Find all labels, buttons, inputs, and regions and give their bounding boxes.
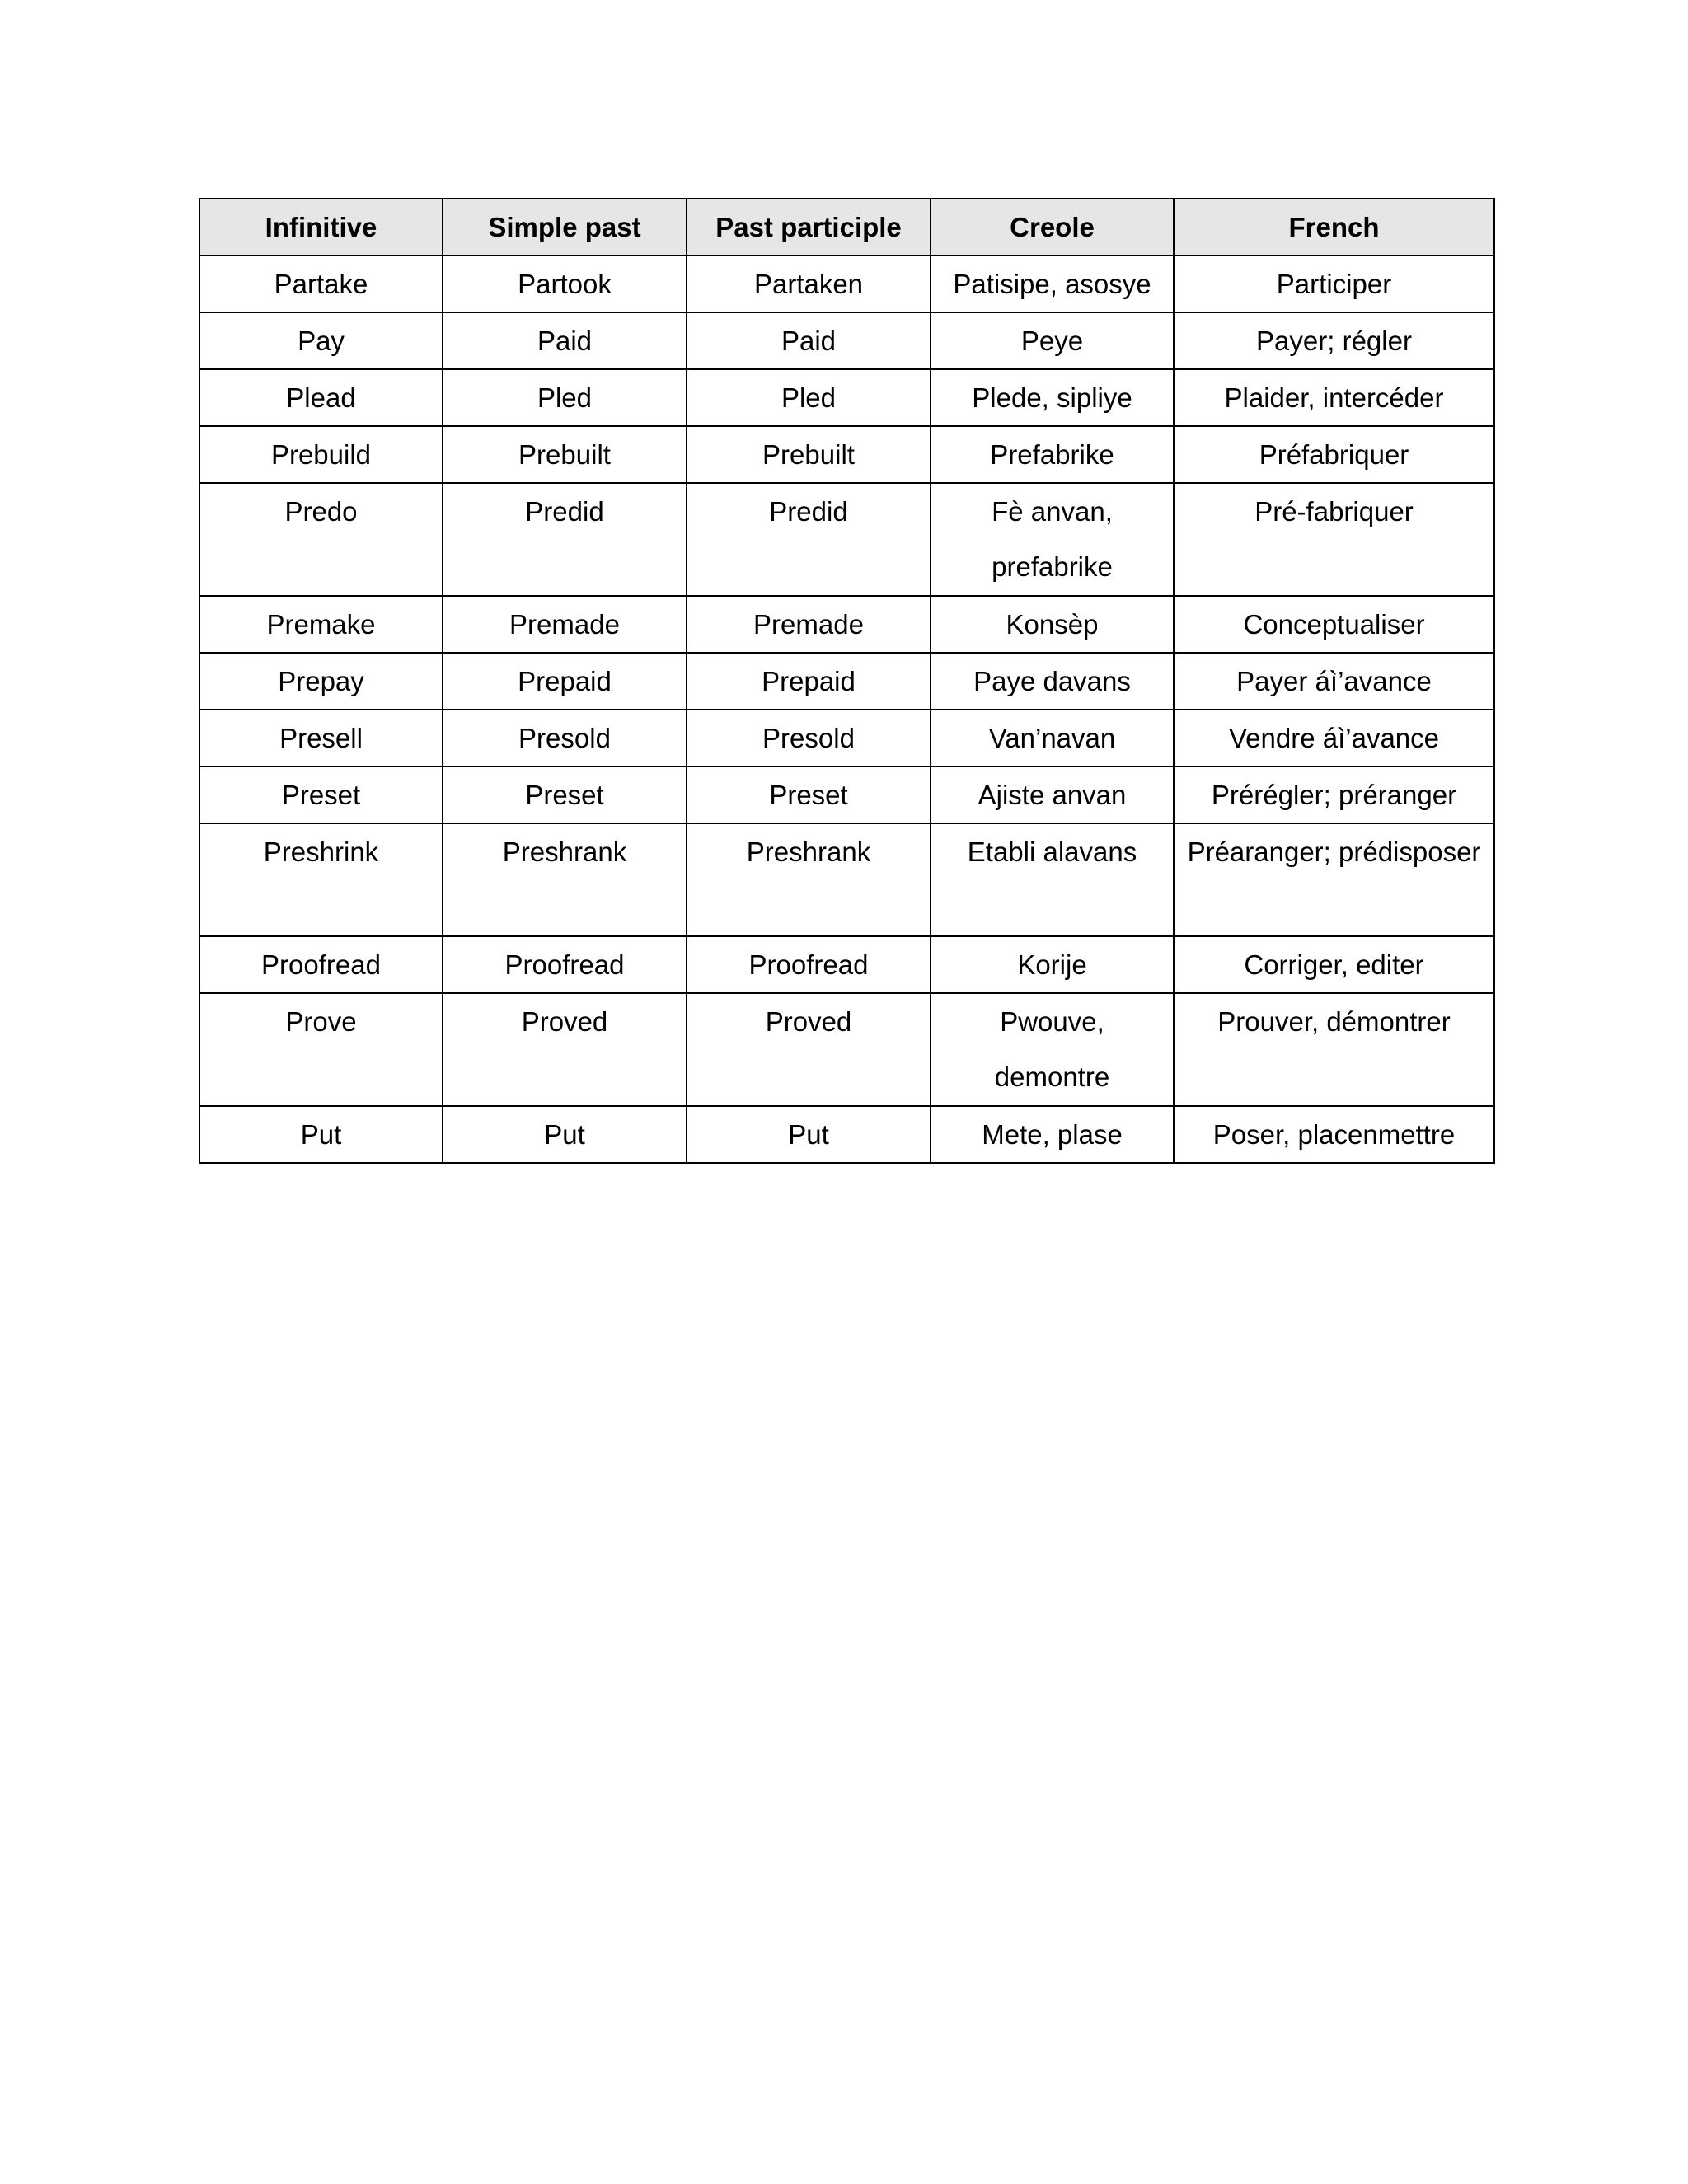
cell-simple-past: Preshrank — [443, 823, 687, 936]
cell-simple-past: Prebuilt — [443, 426, 687, 483]
cell-creole: Konsèp — [931, 596, 1174, 653]
table-row — [199, 369, 1494, 426]
cell-past-participle: Put — [687, 1106, 931, 1163]
cell-french: Corriger, editer — [1174, 936, 1494, 993]
cell-past-participle: Prepaid — [687, 653, 931, 710]
cell-past-participle: Presold — [687, 710, 931, 766]
cell-infinitive: Predo — [199, 483, 443, 596]
cell-simple-past: Paid — [443, 312, 687, 369]
cell-infinitive: Plead — [199, 369, 443, 426]
cell-creole: Paye davans — [931, 653, 1174, 710]
cell-french: Prérégler; préranger — [1174, 766, 1494, 823]
cell-creole: Etabli alavans — [931, 823, 1174, 936]
cell-french: Poser, placenmettre — [1174, 1106, 1494, 1163]
cell-infinitive: Preshrink — [199, 823, 443, 936]
cell-creole: Fè anvan, prefabrike — [931, 483, 1174, 596]
cell-french: Vendre áì’avance — [1174, 710, 1494, 766]
cell-infinitive: Presell — [199, 710, 443, 766]
cell-simple-past: Preset — [443, 766, 687, 823]
cell-infinitive: Put — [199, 1106, 443, 1163]
table-row — [199, 710, 1494, 766]
cell-simple-past: Presold — [443, 710, 687, 766]
cell-creole: Mete, plase — [931, 1106, 1174, 1163]
cell-past-participle: Premade — [687, 596, 931, 653]
cell-creole: Korije — [931, 936, 1174, 993]
cell-simple-past: Premade — [443, 596, 687, 653]
header-creole: Creole — [931, 199, 1174, 255]
cell-past-participle: Prebuilt — [687, 426, 931, 483]
header-infinitive: Infinitive — [199, 199, 443, 255]
cell-simple-past: Partook — [443, 255, 687, 312]
cell-infinitive: Preset — [199, 766, 443, 823]
cell-infinitive: Premake — [199, 596, 443, 653]
cell-infinitive: Prebuild — [199, 426, 443, 483]
cell-creole: Van’navan — [931, 710, 1174, 766]
table-header-row — [199, 199, 1494, 255]
cell-past-participle: Pled — [687, 369, 931, 426]
cell-simple-past: Pled — [443, 369, 687, 426]
cell-french: Payer; régler — [1174, 312, 1494, 369]
cell-simple-past: Put — [443, 1106, 687, 1163]
cell-french: Préfabriquer — [1174, 426, 1494, 483]
cell-creole: Patisipe, asosye — [931, 255, 1174, 312]
cell-past-participle: Preset — [687, 766, 931, 823]
cell-past-participle: Predid — [687, 483, 931, 596]
table-row — [199, 1106, 1494, 1163]
cell-simple-past: Predid — [443, 483, 687, 596]
table-row — [199, 766, 1494, 823]
cell-past-participle: Preshrank — [687, 823, 931, 936]
cell-infinitive: Prove — [199, 993, 443, 1106]
cell-past-participle: Partaken — [687, 255, 931, 312]
table-row — [199, 312, 1494, 369]
header-french: French — [1174, 199, 1494, 255]
cell-infinitive: Partake — [199, 255, 443, 312]
cell-french: Prouver, démontrer — [1174, 993, 1494, 1106]
cell-creole: Peye — [931, 312, 1174, 369]
table-row — [199, 255, 1494, 312]
cell-past-participle: Paid — [687, 312, 931, 369]
cell-creole: Prefabrike — [931, 426, 1174, 483]
table-row — [199, 483, 1494, 596]
cell-french: Plaider, intercéder — [1174, 369, 1494, 426]
cell-simple-past: Proved — [443, 993, 687, 1106]
table-row — [199, 993, 1494, 1106]
header-simple-past: Simple past — [443, 199, 687, 255]
header-past-participle: Past participle — [687, 199, 931, 255]
cell-simple-past: Proofread — [443, 936, 687, 993]
cell-infinitive: Proofread — [199, 936, 443, 993]
table-row — [199, 426, 1494, 483]
cell-past-participle: Proved — [687, 993, 931, 1106]
table-row — [199, 936, 1494, 993]
table-row — [199, 823, 1494, 936]
cell-french: Participer — [1174, 255, 1494, 312]
cell-creole: Pwouve, demontre — [931, 993, 1174, 1106]
table-row — [199, 596, 1494, 653]
cell-creole: Ajiste anvan — [931, 766, 1174, 823]
cell-french: Préaranger; prédisposer — [1174, 823, 1494, 936]
cell-infinitive: Prepay — [199, 653, 443, 710]
cell-past-participle: Proofread — [687, 936, 931, 993]
cell-infinitive: Pay — [199, 312, 443, 369]
table-row — [199, 653, 1494, 710]
irregular-verbs-table — [199, 198, 1495, 1164]
cell-french: Conceptualiser — [1174, 596, 1494, 653]
cell-creole: Plede, sipliye — [931, 369, 1174, 426]
cell-simple-past: Prepaid — [443, 653, 687, 710]
cell-french: Pré-fabriquer — [1174, 483, 1494, 596]
cell-french: Payer áì’avance — [1174, 653, 1494, 710]
